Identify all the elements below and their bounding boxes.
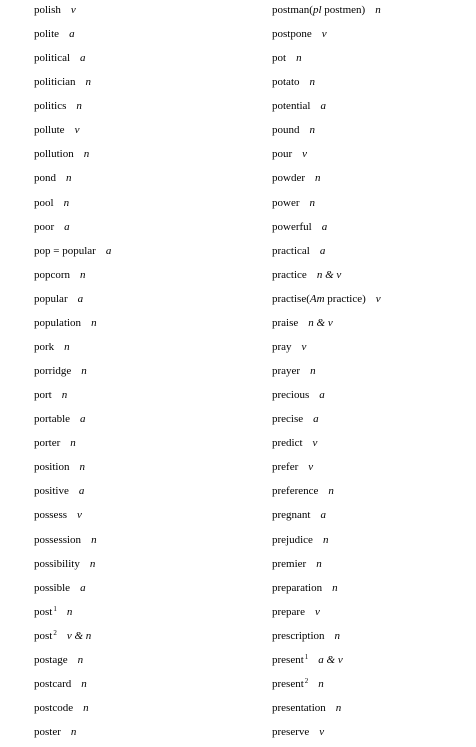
entry-word-text: predict	[272, 437, 303, 450]
part-of-speech: n & v	[308, 316, 333, 329]
dictionary-entry-pollution	[34, 146, 89, 162]
dictionary-entry-pop-popular	[34, 243, 111, 259]
entry-word-text: prepare	[272, 605, 305, 618]
entry-word	[34, 172, 56, 184]
entry-word	[34, 726, 61, 738]
dictionary-entry-prejudice	[272, 532, 328, 548]
entry-word-text: prescription	[272, 629, 325, 642]
entry-word-text: postpone	[272, 28, 312, 41]
entry-word-text: pollution	[34, 148, 74, 161]
dictionary-entry-porridge	[34, 363, 87, 379]
entry-word-text: practical	[272, 244, 310, 257]
entry-word	[34, 534, 81, 546]
entry-word-text: position	[34, 461, 70, 474]
dictionary-entry-portable	[34, 411, 86, 427]
part-of-speech: v	[308, 461, 314, 474]
dictionary-entry-politics	[34, 98, 82, 114]
entry-word-text: politician	[34, 76, 76, 89]
entry-word	[34, 437, 60, 449]
entry-word-after: postmen)	[321, 4, 366, 16]
part-of-speech: n	[322, 533, 329, 546]
entry-word-text: possible	[34, 581, 71, 594]
dictionary-entry-positive	[34, 483, 84, 499]
part-of-speech: a	[80, 52, 86, 65]
dictionary-entry-prefer	[272, 459, 313, 475]
part-of-speech: n	[89, 557, 96, 570]
entry-word	[272, 606, 305, 618]
part-of-speech: a	[319, 389, 325, 402]
entry-word-text: power	[272, 196, 300, 209]
entry-word-text: pregnant	[272, 509, 311, 522]
entry-word-text: pray	[272, 340, 292, 353]
dictionary-entry-port	[34, 387, 67, 403]
entry-word	[34, 654, 68, 666]
entry-word	[34, 365, 71, 377]
part-of-speech: a	[80, 581, 86, 594]
entry-word-text: pot	[272, 52, 287, 65]
part-of-speech: n	[61, 389, 68, 402]
dictionary-entry-potential	[272, 98, 326, 114]
dictionary-entry-possess	[34, 507, 82, 523]
entry-word	[34, 245, 96, 257]
entry-word-text: preserve	[272, 726, 310, 739]
entry-word	[34, 221, 54, 233]
dictionary-entry-pond	[34, 170, 72, 186]
entry-word	[272, 485, 318, 497]
part-of-speech: v	[302, 148, 308, 161]
dictionary-entry-presentation	[272, 700, 341, 716]
entry-word	[272, 558, 306, 570]
entry-word	[272, 245, 310, 257]
entry-word	[272, 365, 300, 377]
entry-word-text: politics	[34, 100, 67, 113]
part-of-speech: v & n	[66, 629, 92, 642]
entry-word	[34, 28, 59, 40]
part-of-speech: n	[81, 365, 87, 378]
part-of-speech: v	[375, 292, 381, 305]
dictionary-entry-pollute	[34, 122, 79, 138]
dictionary-entry-prayer	[272, 363, 316, 379]
part-of-speech: n	[83, 148, 90, 161]
part-of-speech: n	[85, 76, 92, 89]
entry-word-text: polish	[34, 4, 61, 16]
part-of-speech: n	[309, 196, 315, 209]
part-of-speech: n	[334, 629, 341, 642]
part-of-speech: n	[83, 702, 89, 715]
entry-word-text: precious	[272, 389, 310, 402]
entry-word	[272, 197, 300, 209]
entry-word-text: prefer	[272, 461, 299, 474]
dictionary-entry-poster	[34, 724, 76, 740]
entry-word-text: poster	[34, 726, 61, 739]
entry-word	[34, 461, 69, 473]
entry-word-text: poor	[34, 220, 55, 233]
entry-word	[34, 100, 66, 112]
entry-word-text: port	[34, 389, 52, 402]
entry-word	[272, 461, 298, 473]
entry-word	[34, 702, 73, 714]
entry-word-text: porridge	[34, 365, 72, 378]
entry-word	[34, 293, 68, 305]
entry-word	[34, 341, 54, 353]
entry-word	[272, 341, 292, 353]
entry-word-text: presentation	[272, 702, 326, 715]
entry-word	[272, 534, 313, 546]
dictionary-entry-polite	[34, 26, 75, 42]
entry-word	[272, 148, 292, 160]
part-of-speech: v	[319, 726, 325, 739]
entry-word	[272, 4, 365, 16]
homograph-number: 2	[53, 628, 57, 637]
entry-word-text: preference	[272, 485, 319, 498]
dictionary-entry-precious	[272, 387, 325, 403]
entry-word	[34, 124, 65, 136]
part-of-speech: a	[77, 292, 84, 305]
dictionary-entry-pregnant	[272, 507, 326, 523]
entry-word-text: postcode	[34, 702, 74, 715]
part-of-speech: n	[296, 52, 302, 65]
entry-word-text: polite	[34, 28, 60, 41]
homograph-number: 1	[53, 604, 57, 613]
part-of-speech: n	[310, 365, 316, 378]
part-of-speech: v	[312, 437, 318, 450]
entry-word-text: powder	[272, 172, 305, 185]
entry-word	[272, 100, 311, 112]
dictionary-entry-premier	[272, 556, 322, 572]
entry-word	[272, 28, 312, 40]
entry-word-text: portable	[34, 413, 71, 426]
homograph-number: 2	[304, 676, 309, 685]
entry-word-text: pond	[34, 172, 56, 185]
entry-word-text: possess	[34, 509, 68, 522]
entry-word	[272, 293, 366, 305]
entry-word	[34, 269, 70, 281]
dictionary-entry-possible	[34, 580, 86, 596]
entry-word	[34, 389, 52, 401]
part-of-speech: n	[77, 653, 84, 666]
entry-word	[272, 124, 300, 136]
part-of-speech: n	[318, 677, 324, 690]
dictionary-entry-postman	[272, 2, 381, 18]
dictionary-entry-politician	[34, 74, 91, 90]
dictionary-entry-potato	[272, 74, 315, 90]
dictionary-entry-political	[34, 50, 86, 66]
dictionary-entry-present2	[272, 676, 324, 692]
dictionary-entry-present1	[272, 652, 343, 668]
entry-word	[34, 678, 71, 690]
part-of-speech: v	[301, 340, 307, 353]
entry-word	[34, 509, 67, 521]
dictionary-entry-pork	[34, 339, 70, 355]
part-of-speech: a	[320, 509, 326, 522]
entry-word	[272, 582, 322, 594]
part-of-speech: n	[70, 437, 76, 450]
part-of-speech: n	[309, 76, 315, 89]
dictionary-entry-poor	[34, 219, 70, 235]
entry-word	[272, 413, 303, 425]
entry-word	[34, 4, 61, 16]
part-of-speech: n	[70, 726, 77, 739]
dictionary-entry-polish	[34, 2, 76, 18]
entry-word-text: population	[34, 316, 82, 329]
part-of-speech: n & v	[316, 268, 342, 281]
entry-word	[34, 485, 69, 497]
entry-word	[272, 269, 307, 281]
entry-word-text: practise(	[272, 292, 310, 305]
part-of-speech: n	[66, 605, 73, 618]
dictionary-entry-pray	[272, 339, 306, 355]
entry-word	[34, 606, 57, 618]
entry-word-text: pound	[272, 124, 300, 137]
part-of-speech: n	[76, 100, 82, 113]
part-of-speech: a	[80, 413, 86, 426]
entry-word-text: premier	[272, 557, 307, 570]
entry-word-text: possibility	[34, 557, 80, 570]
entry-word-text: possession	[34, 533, 82, 546]
part-of-speech: a	[319, 244, 326, 257]
dictionary-entry-predict	[272, 435, 317, 451]
entry-word	[34, 582, 70, 594]
entry-word-text: practice	[272, 268, 307, 281]
entry-word-text: postman(	[272, 4, 313, 16]
dictionary-entry-possession	[34, 532, 97, 548]
part-of-speech: n	[79, 461, 85, 474]
entry-word-text: prayer	[272, 365, 301, 378]
entry-word-text: pour	[272, 148, 293, 161]
entry-word	[272, 172, 305, 184]
dictionary-entry-prepare	[272, 604, 320, 620]
dictionary-entry-pound	[272, 122, 315, 138]
part-of-speech: a	[313, 413, 319, 426]
part-of-speech: v	[321, 28, 327, 41]
dictionary-entry-precise	[272, 411, 319, 427]
part-of-speech: v	[74, 124, 80, 137]
entry-word-text: popcorn	[34, 268, 71, 281]
entry-word	[272, 726, 309, 738]
entry-word-text: pork	[34, 340, 55, 353]
dictionary-entry-preparation	[272, 580, 338, 596]
part-of-speech: n	[375, 4, 381, 16]
entry-word-italic: Am	[309, 292, 325, 305]
part-of-speech: v	[77, 509, 82, 522]
entry-word	[272, 221, 312, 233]
dictionary-entry-population	[34, 315, 97, 331]
entry-word-after: practice)	[324, 292, 366, 305]
entry-word	[34, 197, 54, 209]
entry-word	[272, 389, 309, 401]
entry-word-text: praise	[272, 316, 299, 329]
part-of-speech: a & v	[318, 653, 343, 666]
entry-word-text: pool	[34, 196, 54, 209]
part-of-speech: n	[91, 533, 97, 546]
homograph-number: 1	[304, 652, 309, 661]
entry-word-text: positive	[34, 485, 69, 498]
dictionary-entry-possibility	[34, 556, 95, 572]
dictionary-entry-popular	[34, 291, 83, 307]
dictionary-entry-pot	[272, 50, 302, 66]
dictionary-entry-postpone	[272, 26, 327, 42]
part-of-speech: n	[328, 485, 334, 498]
part-of-speech: n	[316, 557, 322, 570]
dictionary-entry-post2	[34, 628, 91, 644]
dictionary-entry-postcard	[34, 676, 87, 692]
entry-word-text: political	[34, 52, 71, 65]
part-of-speech: a	[105, 244, 112, 257]
part-of-speech: a	[69, 28, 75, 41]
entry-word-text: pop = popular	[34, 244, 96, 257]
dictionary-entry-postcode	[34, 700, 89, 716]
entry-word	[34, 148, 74, 160]
entry-word-text: precise	[272, 413, 304, 426]
part-of-speech: n	[63, 196, 70, 209]
dictionary-entry-pool	[34, 195, 69, 211]
entry-word-text: postage	[34, 653, 68, 666]
entry-word	[272, 509, 310, 521]
entry-word	[34, 76, 76, 88]
part-of-speech: v	[70, 4, 76, 16]
dictionary-entry-position	[34, 459, 85, 475]
entry-word-italic: pl	[312, 4, 322, 16]
dictionary-entry-preserve	[272, 724, 324, 740]
part-of-speech: n	[332, 581, 338, 594]
entry-word	[34, 630, 57, 642]
entry-word-text: porter	[34, 437, 61, 450]
part-of-speech: a	[320, 100, 326, 113]
entry-word-text: post	[34, 605, 53, 618]
part-of-speech: v	[314, 605, 320, 618]
entry-word-text: pollute	[34, 124, 65, 137]
dictionary-entry-practical	[272, 243, 325, 259]
entry-word	[34, 52, 70, 64]
dictionary-entry-popcorn	[34, 267, 86, 283]
entry-word	[34, 558, 80, 570]
entry-word	[272, 76, 300, 88]
entry-word	[272, 52, 286, 64]
entry-word	[272, 317, 298, 329]
entry-word-text: postcard	[34, 677, 72, 690]
dictionary-entry-porter	[34, 435, 76, 451]
dictionary-entry-praise	[272, 315, 333, 331]
dictionary-entry-postage	[34, 652, 83, 668]
entry-word	[272, 654, 308, 666]
part-of-speech: n	[335, 702, 342, 715]
entry-word-text: popular	[34, 292, 68, 305]
part-of-speech: n	[80, 268, 86, 281]
entry-word	[34, 317, 81, 329]
dictionary-entry-practice	[272, 267, 341, 283]
dictionary-entry-powerful	[272, 219, 327, 235]
part-of-speech: n	[315, 172, 321, 185]
dictionary-entry-pour	[272, 146, 307, 162]
part-of-speech: n	[81, 677, 87, 690]
entry-word-text: potato	[272, 76, 300, 89]
part-of-speech: a	[78, 485, 85, 498]
dictionary-entry-practise	[272, 291, 381, 307]
entry-word-text: powerful	[272, 220, 312, 233]
dictionary-entry-power	[272, 195, 315, 211]
part-of-speech: n	[309, 124, 315, 137]
dictionary-entry-prescription	[272, 628, 340, 644]
entry-word-text: preparation	[272, 581, 323, 594]
entry-word-text: present	[272, 677, 304, 690]
entry-word-text: post	[34, 629, 53, 642]
dictionary-entry-preference	[272, 483, 334, 499]
dictionary-entry-powder	[272, 170, 321, 186]
part-of-speech: a	[64, 220, 70, 233]
part-of-speech: n	[66, 172, 72, 185]
entry-word-text: potential	[272, 100, 311, 113]
part-of-speech: n	[64, 340, 70, 353]
entry-word	[272, 437, 303, 449]
entry-word	[272, 678, 308, 690]
entry-word-text: prejudice	[272, 533, 313, 546]
entry-word	[34, 413, 70, 425]
part-of-speech: a	[321, 220, 328, 233]
entry-word	[272, 702, 326, 714]
entry-word	[272, 630, 325, 642]
dictionary-entry-post1	[34, 604, 72, 620]
part-of-speech: n	[91, 316, 97, 329]
entry-word-text: present	[272, 653, 304, 666]
